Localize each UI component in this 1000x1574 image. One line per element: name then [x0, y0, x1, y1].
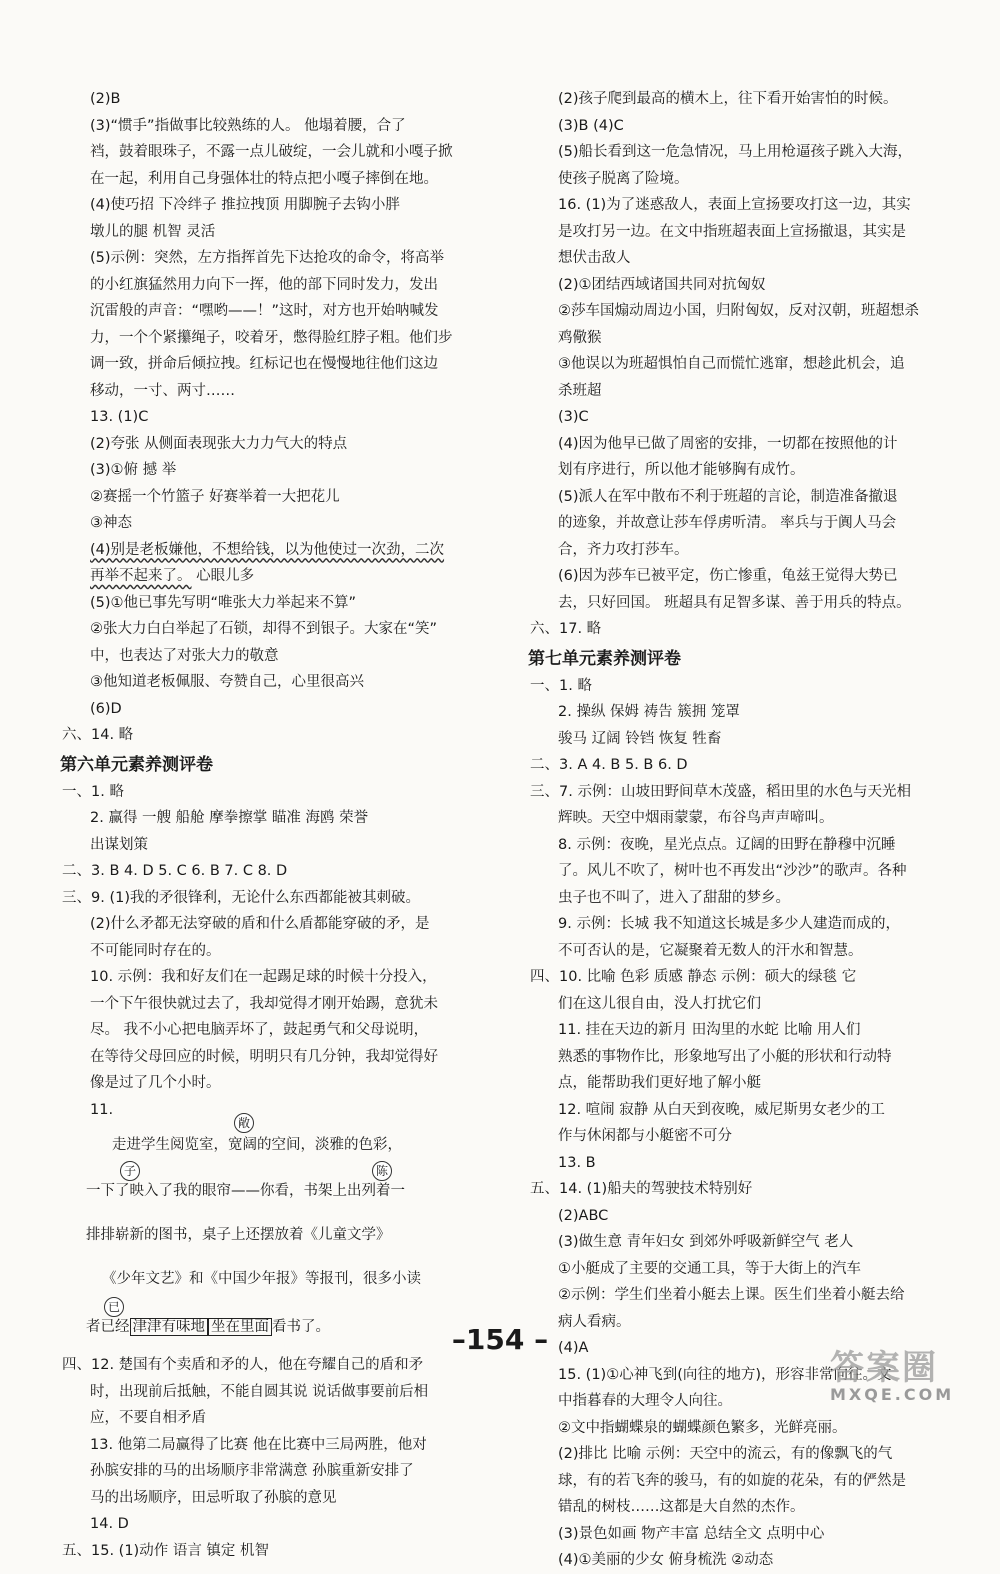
text-line: ②示例：学生们坐着小艇去上课。医生们坐着小艇去给: [558, 1287, 905, 1303]
text-line: 出谋划策: [90, 836, 148, 853]
text-line: 14. D: [90, 1516, 129, 1532]
text-line: 不可否认的是，它凝聚着无数人的汗水和智慧。: [558, 942, 863, 959]
text-line: 合，齐力攻打莎车。: [558, 541, 689, 558]
text-line: (5)示例：突然，左方指挥首先下达抢攻的命令，将高举: [90, 250, 445, 266]
text-line: (6)因为莎车已被平定，伤亡惨重，龟兹王觉得大势已: [558, 568, 898, 584]
text-line: 2. 操纵 保姆 祷告 簇拥 笼罩: [558, 704, 740, 720]
text-line: 像是过了几个小时。: [90, 1075, 221, 1091]
text-line: ③他知道老板佩服、夸赞自己，心里很高兴: [90, 674, 364, 690]
text-line: (6)D: [90, 700, 122, 717]
text-line: 六、14. 略: [62, 727, 134, 743]
passage-line: 《少年文艺》和《中国少年报》等报刊，很多小读: [102, 1271, 421, 1287]
text-line: 的小红旗猛然用力向下一挥，他的部下同时发力，发出: [90, 276, 438, 293]
text-line: (3)①俯 撼 举: [90, 462, 177, 478]
text-line: (4)使巧招 下冷绊子 推拉拽顶 用脚腕子去钩小胖: [90, 197, 400, 213]
text-line: 二、3. B 4. D 5. C 6. B 7. C 8. D: [62, 863, 288, 879]
watermark-url: MXQE.COM: [830, 1385, 955, 1404]
text-line: 力，一个个紧攥绳子，咬着牙，憋得脸红脖子粗。他们步: [90, 329, 453, 346]
text-fragment: 者已经: [86, 1319, 130, 1335]
text-line: 四、10. 比喻 色彩 质感 静态 示例：硕大的绿毯 它: [530, 969, 857, 985]
boxed-phrase: 坐在里面: [208, 1318, 272, 1336]
text-line: 是攻打另一边。在文中指班超表面上宣扬撤退，其实是: [558, 223, 906, 240]
text-line: 2. 赢得 一艘 船舱 摩拳擦掌 瞄准 海鸥 荣誉: [90, 810, 369, 826]
text-line: (2)夸张 从侧面表现张大力力气大的特点: [90, 435, 348, 452]
text-line: 12. 喧闹 寂静 从白天到夜晚，威尼斯男女老少的工: [558, 1101, 885, 1118]
text-line: 沉雷般的声音：“嘿哟——！”这时，对方也开始呐喊发: [90, 303, 439, 319]
text-line: 16. (1)为了迷惑敌人，表面上宣扬要攻打这一边，其实: [558, 197, 911, 213]
text-line: (2)B: [90, 91, 121, 107]
text-line: ②莎车国煽动周边小国，归附匈奴，反对汉朝，班超想杀: [558, 303, 919, 319]
wavy-underlined-text: 再举不起来了。: [90, 568, 192, 584]
text-fragment: 看书了。: [272, 1319, 330, 1335]
text-fragment: 心眼儿多: [191, 568, 255, 584]
text-line: 骏马 辽阔 铃铛 恢复 牲畜: [558, 730, 722, 747]
text-line: ③他误以为班超惧怕自己而慌忙逃窜，想趁此机会，追: [558, 356, 905, 372]
text-line: 二、3. A 4. B 5. B 6. D: [530, 757, 688, 773]
text-line: 球，有的若飞奔的骏马，有的如旋的花朵，有的俨然是: [558, 1472, 906, 1489]
text-line: (4)别是老板嫌他，不想给钱，以为他使过一次劲，二次: [90, 541, 445, 558]
text-line: ②文中指蝴蝶泉的蝴蝶颜色繁多，光鲜亮丽。: [558, 1419, 847, 1436]
text-line: (4)因为他早已做了周密的安排，一切都在按照他的计: [558, 435, 898, 452]
text-line: 鸡儆猴: [558, 329, 602, 346]
text-line: (5)①他已事先写明“唯张大力举起来不算”: [90, 594, 357, 611]
text-line: ②张大力白白举起了石锁，却得不到银子。大家在“笑”: [90, 621, 438, 637]
text-line: 划有序进行，所以他才能够胸有成竹。: [558, 462, 805, 478]
text-line: 去，只好回国。 班超具有足智多谋、善于用兵的特点。: [558, 594, 911, 611]
text-line: 病人看病。: [558, 1313, 631, 1330]
text-line: 一、1. 略: [530, 677, 592, 694]
correction-mark: 敞: [234, 1113, 254, 1133]
text-line: ③神态: [90, 515, 132, 531]
text-line: (3)“惯手”指做事比较熟练的人。 他塌着腰，合了: [90, 117, 406, 134]
text-line: 错乱的树枝……这都是大自然的杰作。: [558, 1499, 805, 1515]
watermark-logo: [830, 1340, 990, 1410]
text-line: 9. 示例：长城 我不知道这长城是多少人建造而成的，: [558, 916, 901, 932]
text-line: (2)孩子爬到最高的横木上，往下看开始害怕的时候。: [558, 91, 898, 107]
text-line: 裆，鼓着眼珠子，不露一点儿破绽，一会儿就和小嘎子掀: [90, 144, 453, 160]
text-line: (2)ABC: [558, 1207, 609, 1224]
boxed-phrase: 津津有味地: [130, 1318, 209, 1336]
text-line: 四、12. 楚国有个卖盾和矛的人，他在夸耀自己的盾和矛: [62, 1357, 424, 1373]
text-line: 作与休闲都与小艇密不可分: [558, 1128, 732, 1144]
text-line: 13. 他第二局赢得了比赛 他在比赛中三局两胜，他对: [90, 1436, 427, 1453]
section-heading: 第七单元素养测评卷: [528, 648, 681, 669]
text-line: 五、14. (1)船夫的驾驶技术特别好: [530, 1181, 753, 1197]
text-line: 六、17. 略: [530, 621, 602, 637]
text-line: 应，不要自相矛盾: [90, 1410, 206, 1426]
text-line: 一个下午很快就过去了，我却觉得才刚开始踢，意犹未: [90, 995, 438, 1012]
text-line: 的迹象，并故意让莎车俘虏听清。 率兵与于阗人马会: [558, 515, 897, 531]
text-line: 三、7. 示例：山坡田野间草木茂盛，稻田里的水色与天光相: [530, 783, 911, 800]
watermark-text: 答案圈: [830, 1348, 938, 1388]
text-line: ①小艇成了主要的交通工具，等于大街上的汽车: [558, 1260, 861, 1277]
text-line: (4)①美丽的少女 俯身梳洗 ②动态: [558, 1552, 774, 1568]
text-line: (3)做生意 青年妇女 到郊外呼吸新鲜空气 老人: [558, 1234, 854, 1250]
text-line: 熟悉的事物作比，形象地写出了小艇的形状和行动特: [558, 1048, 892, 1065]
text-line: 不可能同时存在的。: [90, 942, 221, 959]
correction-mark: 子: [120, 1161, 140, 1181]
text-line: [62, 563, 452, 590]
text-line: 们在这儿很自由，没人打扰它们: [558, 995, 761, 1012]
passage-line: 走进学生阅览室，宽阔的空间，淡雅的色彩，: [112, 1137, 402, 1153]
text-line: (4)A: [558, 1340, 589, 1356]
text-line: (2)排比 比喻 示例：天空中的流云，有的像飘飞的气: [558, 1446, 893, 1462]
text-line: 墩儿的腿 机智 灵活: [90, 223, 216, 240]
text-line: 13. B: [558, 1154, 596, 1171]
text-line: 尽。 我不小心把电脑弄坏了，鼓起勇气和父母说明，: [90, 1022, 429, 1038]
text-line: 调一致，拼命后倾拉拽。红标记也在慢慢地往他们这边: [90, 356, 438, 372]
text-line: 想伏击敌人: [558, 250, 631, 266]
text-line: 了。风儿不吹了，树叶也不再发出“沙沙”的歌声。各种: [558, 863, 907, 879]
text-line: 杀班超: [558, 382, 602, 399]
section-heading: 第六单元素养测评卷: [60, 754, 213, 775]
text-line: 虫子也不叫了，进入了甜甜的梦乡。: [558, 889, 790, 906]
text-line: 时，出现前后抵触，不能自圆其说 说话做事要前后相: [90, 1383, 429, 1400]
text-line: (3)C: [558, 409, 589, 425]
text-line: 中指暮春的大理令人向往。: [558, 1393, 732, 1409]
text-line: 11. 挂在天边的新月 田沟里的水蛇 比喻 用人们: [558, 1022, 861, 1038]
text-line: 11.: [90, 1101, 114, 1118]
text-line: (5)船长看到这一危急情况，马上用枪逼孩子跳入大海，: [558, 144, 913, 160]
text-line: (3)景色如画 物产丰富 总结全文 点明中心: [558, 1525, 825, 1542]
text-line: 点，能帮助我们更好地了解小艇: [558, 1075, 761, 1091]
page-number: –154 –: [451, 1323, 549, 1356]
text-line: 10. 示例：我和好友们在一起踢足球的时候十分投入，: [90, 969, 437, 985]
text-line: (3)B (4)C: [558, 117, 624, 134]
text-line: 15. (1)①心神飞到(向往的地方)，形容非常向往。文: [558, 1366, 892, 1383]
text-line: 使孩子脱离了险境。: [558, 170, 689, 187]
text-line: (2)①团结西域诸国共同对抗匈奴: [558, 276, 766, 293]
text-line: 在一起，利用自己身强体壮的特点把小嘎子摔倒在地。: [90, 170, 438, 187]
text-line: 13. (1)C: [90, 409, 149, 425]
passage-line: 一下了映入了我的眼帘——你看，书架上出列着一: [86, 1183, 405, 1199]
text-line: 马的出场顺序，田忌听取了孙膑的意见: [90, 1489, 337, 1506]
text-line: 在等待父母回应的时候，明明只有几分钟，我却觉得好: [90, 1048, 438, 1065]
text-line: 一、1. 略: [62, 783, 124, 800]
text-line: 三、9. (1)我的矛很锋利，无论什么东西都能被其刺破。: [62, 889, 420, 906]
passage-line: 排排崭新的图书，桌子上还摆放着《儿童文学》: [86, 1227, 391, 1243]
text-line: 五、15. (1)动作 语言 镇定 机智: [62, 1542, 270, 1559]
text-line: (5)派人在军中散布不利于班超的言论，制造准备撤退: [558, 488, 898, 505]
text-line: 中，也表达了对张大力的敬意: [90, 647, 279, 664]
text-line: 辉映。天空中烟雨蒙蒙，布谷鸟声声啼叫。: [558, 810, 834, 826]
text-line: ②赛摇一个竹篮子 好赛举着一大把花儿: [90, 488, 340, 505]
text-line: 8. 示例：夜晚，星光点点。辽阔的田野在静穆中沉睡: [558, 836, 896, 853]
correction-passage: [62, 1116, 452, 1352]
text-line: 孙膑安排的马的出场顺序非常满意 孙膑重新安排了: [90, 1463, 414, 1479]
text-line: 移动，一寸、两寸……: [90, 382, 235, 399]
correction-mark: 陈: [372, 1161, 392, 1181]
correction-mark: 已: [104, 1297, 124, 1317]
text-line: (2)什么矛都无法穿破的盾和什么盾都能穿破的矛，是: [90, 916, 430, 932]
